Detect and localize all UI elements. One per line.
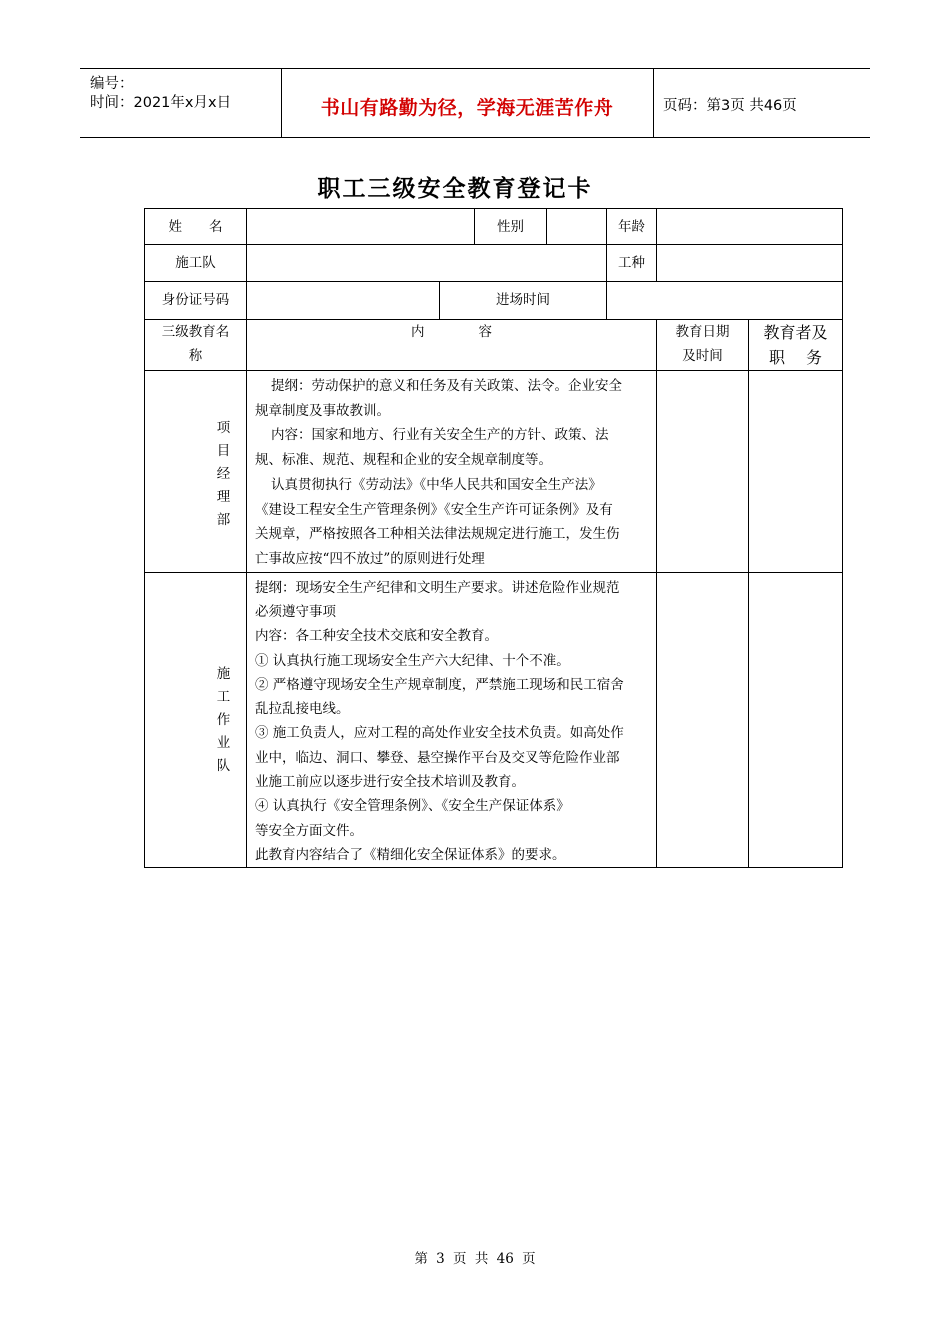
motto-text: 书山有路勤为径，学海无涯苦作舟 xyxy=(320,97,614,119)
content-cell: 提纲：现场安全生产纪律和文明生产要求。讲述危险作业规范 必须遵守事项 内容：各工种安全技术交底和安全教育。 ① 认真执行施工现场安全生产六大纪律、十个不准。 ② 严格遵守现场安全生产规章制度，严禁施工现场和民工宿舍 乱拉乱接电线。 ③ 施工负责人，应对工程的高处作业安全技术负责。如高处作 业中，临边、洞口、攀登、悬空操作平台及交叉等危险作业部 业施工前应以逐步进行安全技术培训及教育。 ④ 认真执行《安全管理条例》、《安全生产保证体系》 等安全方面文件。 此教育内容结合了《精细化安全保证体系》的要求。 xyxy=(247,572,657,868)
id-number-field[interactable] xyxy=(247,282,440,320)
educator-cell[interactable] xyxy=(749,572,843,868)
gender-label: 性别 xyxy=(475,209,547,245)
date-column-header: 教育日期 及时间 xyxy=(657,320,749,371)
page-number-label: 页码：第3页 共46页 xyxy=(663,98,797,114)
level-column-header: 三级教育名 称 xyxy=(145,320,247,371)
team-label: 施工队 xyxy=(145,245,247,282)
team-field[interactable] xyxy=(247,245,607,282)
table-row xyxy=(145,572,843,868)
document-title: 职工三级安全教育登记卡 xyxy=(317,175,593,202)
content-column-header: 内 容 xyxy=(247,320,657,371)
table-row xyxy=(145,371,843,573)
level-cell-work-team: 施 工 作 业 队 xyxy=(145,572,247,868)
header-motto-cell xyxy=(281,69,654,137)
registration-table xyxy=(144,208,843,868)
trade-field[interactable] xyxy=(657,245,843,282)
name-label: 姓 名 xyxy=(145,209,247,245)
educator-cell[interactable] xyxy=(749,371,843,573)
date-cell[interactable] xyxy=(657,371,749,573)
date-cell[interactable] xyxy=(657,572,749,868)
trade-label: 工种 xyxy=(607,245,657,282)
id-number-label: 身份证号码 xyxy=(145,282,247,320)
age-label: 年龄 xyxy=(607,209,657,245)
serial-label: 编号： xyxy=(90,76,134,92)
level-cell-project-dept: 项 目 经 理 部 xyxy=(145,371,247,573)
educator-column-header: 教育者及 职 务 xyxy=(749,320,843,371)
date-label: 时间：2021年x月x日 xyxy=(90,95,232,111)
gender-field[interactable] xyxy=(547,209,607,245)
page-footer: 第 3 页 共 46 页 xyxy=(414,1251,536,1267)
content-cell: 提纲：劳动保护的意义和任务及有关政策、法令。企业安全 规章制度及事故教训。 内容：国家和地方、行业有关安全生产的方针、政策、法 规、标准、规范、规程和企业的安全规章制度等。 认真贯彻执行《劳动法》《中华人民共和国安全生产法》 《建设工程安全生产管理条例》《安全生产许可证条例》及有 关规章，严格按照各工种相关法律法规规定进行施工，发生伤 亡事故应按“四不放过”的原则进行处理 xyxy=(247,371,657,573)
header-page-cell xyxy=(653,69,870,137)
page-header xyxy=(80,68,870,138)
header-left-cell xyxy=(80,69,282,137)
entry-time-label: 进场时间 xyxy=(440,282,607,320)
entry-time-field[interactable] xyxy=(607,282,843,320)
age-field[interactable] xyxy=(657,209,843,245)
name-field[interactable] xyxy=(247,209,475,245)
